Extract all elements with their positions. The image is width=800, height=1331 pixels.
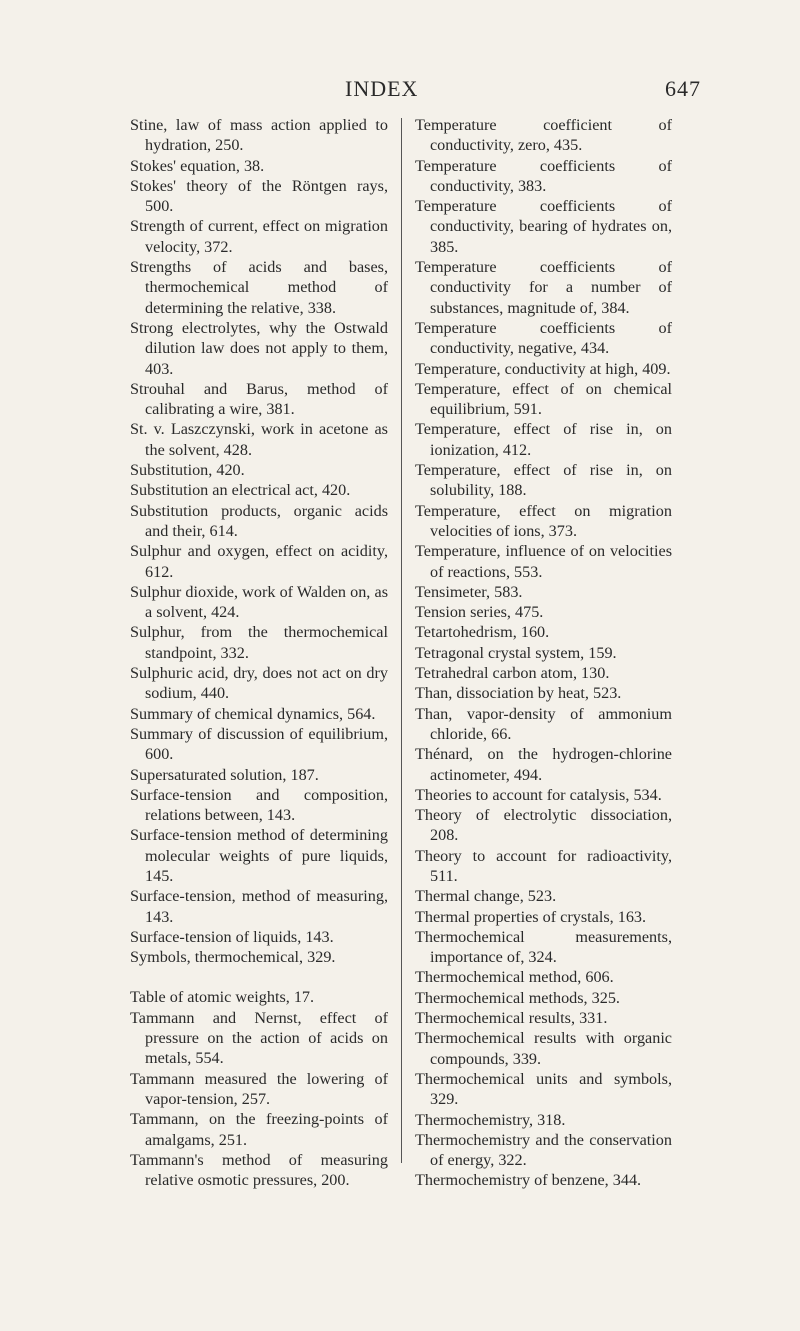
index-entry: Theory to account for radioactivity, 511. [415,846,672,885]
index-entry: Thermochemical results with organic compounds, 339. [415,1029,672,1068]
index-entry: Sulphur, from the thermochemical standpoint, 332. [130,623,388,662]
index-entry: Substitution an electrical act, 420. [130,481,351,500]
index-entry: Thermochemical methods, 325. [415,988,620,1007]
index-entry: Thermal change, 523. [415,887,557,906]
index-entry: Temperature, influence of on velocities of reactions, 553. [415,542,672,581]
index-entry: Strong electrolytes, why the Ostwald dilution law does not apply to them, 403. [130,318,388,378]
index-column-left [130,115,388,1190]
index-entry: Stokes' equation, 38. [130,156,265,175]
page-number: 647 [665,76,701,101]
index-entry: Surface-tension and composition, relations between, 143. [130,785,388,825]
index-entry: Tensimeter, 583. [415,582,523,601]
index-entry: Theories to account for catalysis, 534. [415,785,662,804]
index-entry: Symbols, thermochemical, 329. [130,948,336,967]
index-entry: Thermochemistry and the conservation of energy, 322. [415,1130,672,1170]
index-entry: Stokes' theory of the Röntgen rays, 500. [130,176,388,216]
index-entry: Summary of chemical dynamics, 564. [130,704,376,723]
index-entry: Thermochemical method, 606. [415,968,614,987]
index-entry: Sulphur dioxide, work of Walden on, as a solvent, 424. [130,582,388,622]
index-entry: Tammann and Nernst, effect of pressure on the action of acids on metals, 554. [130,1008,388,1068]
index-entry: Than, dissociation by heat, 523. [415,684,622,703]
index-entry: Temperature coefficients of conductivity, bearing of hydrates on, 385. [415,197,672,256]
index-entry: Strouhal and Barus, method of calibrating a wire, 381. [130,379,388,419]
index-entry: Tetrahedral carbon atom, 130. [415,664,610,683]
index-entry: St. v. Laszczynski, work in acetone as the solvent, 428. [130,420,388,459]
index-entry: Strengths of acids and bases, thermochemical method of determining the relative, 338. [130,258,388,317]
page-header [0,66,800,106]
index-entry: Surface-tension of liquids, 143. [130,927,334,946]
index-entry: Strength of current, effect on migration velocity, 372. [130,217,388,256]
index-entry: Theory of electrolytic dissociation, 208. [415,806,672,845]
index-entry: Sulphuric acid, dry, does not act on dry sodium, 440. [130,664,388,703]
index-entry: Temperature, effect of rise in, on solubility, 188. [415,461,672,500]
index-column-right [415,115,672,1191]
index-entry: Temperature coefficient of conductivity, zero, 435. [415,116,672,155]
index-entry: Thermochemical measurements, importance of, 324. [415,927,672,967]
index-entry: Thermochemical units and symbols, 329. [415,1069,672,1109]
index-entry: Thermochemical results, 331. [415,1009,608,1028]
index-entry: Surface-tension, method of measuring, 143. [130,887,388,926]
column-divider [401,118,402,1163]
index-entry: Than, vapor-density of ammonium chloride, 66. [415,704,672,743]
index-entry: Temperature, effect of on chemical equilibrium, 591. [415,379,672,419]
index-entry: Temperature coefficients of conductivity, 383. [415,156,672,195]
index-entry: Supersaturated solution, 187. [130,765,319,784]
index-entry: Summary of discussion of equilibrium, 600. [130,724,388,764]
index-entry: Substitution products, organic acids and their, 614. [130,501,388,540]
index-entry: Tension series, 475. [415,603,544,622]
index-entry: Thermochemistry, 318. [415,1110,566,1129]
index-entry: Tammann's method of measuring relative osmotic pressures, 200. [130,1150,388,1190]
index-entry: Thermochemistry of benzene, 344. [415,1171,642,1190]
index-entry: Tammann, on the freezing-points of amalgams, 251. [130,1110,388,1149]
index-entry: Table of atomic weights, 17. [130,988,315,1007]
index-entry: Tetragonal crystal system, 159. [415,643,617,662]
running-title: INDEX [345,76,419,101]
index-entry: Temperature coefficients of conductivity for a number of substances, magnitude of, 384. [415,258,672,317]
index-entry: Temperature, conductivity at high, 409. [415,359,671,378]
index-entry: Thénard, on the hydrogen-chlorine actinometer, 494. [415,745,672,784]
index-entry: Stine, law of mass action applied to hydration, 250. [130,116,388,155]
index-entry: Thermal properties of crystals, 163. [415,907,647,926]
index-entry: Sulphur and oxygen, effect on acidity, 612. [130,542,388,581]
index-entry: Temperature, effect on migration velocities of ions, 373. [415,501,672,540]
index-entry: Tammann measured the lowering of vapor-tension, 257. [130,1069,388,1108]
index-entry: Surface-tension method of determining molecular weights of pure liquids, 145. [130,826,388,885]
index-entry: Temperature coefficients of conductivity, negative, 434. [415,318,672,358]
index-entry: Tetartohedrism, 160. [415,623,550,642]
index-entry: Temperature, effect of rise in, on ionization, 412. [415,420,672,459]
index-entry: Substitution, 420. [130,461,245,480]
